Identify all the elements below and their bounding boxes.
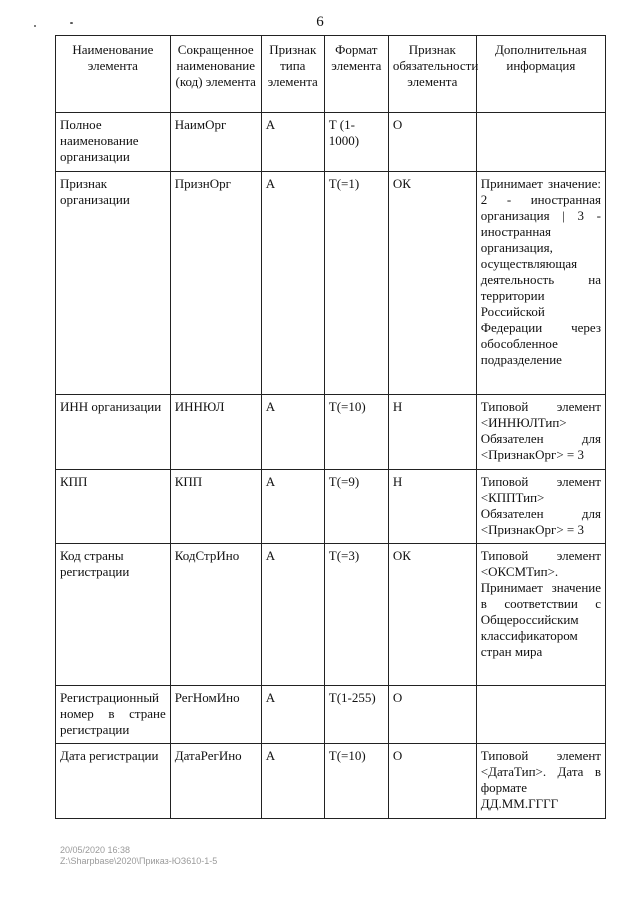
table-row bbox=[56, 395, 606, 470]
cell-info: Типовой элемент <КППТип> Обязателен для <ПризнакОрг> = 3 bbox=[476, 470, 605, 544]
cell-info: Типовой элемент <ИННЮЛТип> Обязателен для <ПризнакОрг> = 3 bbox=[476, 395, 605, 470]
cell-type: А bbox=[261, 544, 324, 686]
header-element-code: Сокращенное наименование (код) элемента bbox=[170, 36, 261, 113]
cell-code: КодСтрИно bbox=[170, 544, 261, 686]
cell-required: О bbox=[388, 113, 476, 172]
header-element-required: Признак обязательности элемента bbox=[388, 36, 476, 113]
cell-name: Регистрационный номер в стране регистрации bbox=[56, 686, 171, 744]
cell-code: КПП bbox=[170, 470, 261, 544]
cell-code: ПризнОрг bbox=[170, 172, 261, 395]
cell-type: А bbox=[261, 686, 324, 744]
table-row bbox=[56, 544, 606, 686]
cell-format: T(=10) bbox=[324, 395, 388, 470]
cell-code: ДатаРегИно bbox=[170, 744, 261, 819]
cell-required: Н bbox=[388, 395, 476, 470]
cell-info: Принимает значение: 2 - иностранная организация | 3 - иностранная организация, осуществляющая деятельность на территории Российской Федерации через обособленное подразделение bbox=[476, 172, 605, 395]
cell-info: Типовой элемент <ДатаТип>. Дата в формате ДД.ММ.ГГГГ bbox=[476, 744, 605, 819]
cell-format: T(=9) bbox=[324, 470, 388, 544]
header-element-type: Признак типа элемента bbox=[261, 36, 324, 113]
cell-info bbox=[476, 686, 605, 744]
table-row bbox=[56, 470, 606, 544]
cell-required: О bbox=[388, 686, 476, 744]
element-spec-table bbox=[55, 35, 606, 819]
cell-name: ИНН организации bbox=[56, 395, 171, 470]
cell-required: ОК bbox=[388, 544, 476, 686]
cell-info: Типовой элемент <ОКСМТип>. Принимает значение в соответствии с Общероссийским классификатором стран мира bbox=[476, 544, 605, 686]
header-additional-info: Дополнительная информация bbox=[476, 36, 605, 113]
cell-type: А bbox=[261, 744, 324, 819]
cell-format: T(=1) bbox=[324, 172, 388, 395]
cell-format: T(=3) bbox=[324, 544, 388, 686]
cell-code: ИННЮЛ bbox=[170, 395, 261, 470]
cell-required: ОК bbox=[388, 172, 476, 395]
cell-code: РегНомИно bbox=[170, 686, 261, 744]
cell-type: А bbox=[261, 113, 324, 172]
table-row bbox=[56, 686, 606, 744]
cell-type: А bbox=[261, 172, 324, 395]
cell-info bbox=[476, 113, 605, 172]
table-row bbox=[56, 172, 606, 395]
cell-type: А bbox=[261, 395, 324, 470]
cell-code: НаимОрг bbox=[170, 113, 261, 172]
cell-format: T(=10) bbox=[324, 744, 388, 819]
cell-required: Н bbox=[388, 470, 476, 544]
footer-file-path: Z:\Sharpbase\2020\Приказ-ЮЗ610-1-5 bbox=[60, 856, 218, 866]
cell-required: О bbox=[388, 744, 476, 819]
page-number: 6 bbox=[316, 14, 324, 30]
cell-type: А bbox=[261, 470, 324, 544]
cell-format: T(1-255) bbox=[324, 686, 388, 744]
cell-format: T (1-1000) bbox=[324, 113, 388, 172]
cell-name: Признак организации bbox=[56, 172, 171, 395]
header-element-name: Наименование элемента bbox=[56, 36, 171, 113]
cell-name: КПП bbox=[56, 470, 171, 544]
table-header-row bbox=[56, 36, 606, 113]
header-element-format: Формат элемента bbox=[324, 36, 388, 113]
table-row bbox=[56, 744, 606, 819]
document-footer bbox=[60, 845, 217, 867]
table-row bbox=[56, 113, 606, 172]
cell-name: Дата регистрации bbox=[56, 744, 171, 819]
cell-name: Полное наименование организации bbox=[56, 113, 171, 172]
footer-timestamp: 20/05/2020 16:38 bbox=[60, 845, 131, 855]
cell-name: Код страны регистрации bbox=[56, 544, 171, 686]
